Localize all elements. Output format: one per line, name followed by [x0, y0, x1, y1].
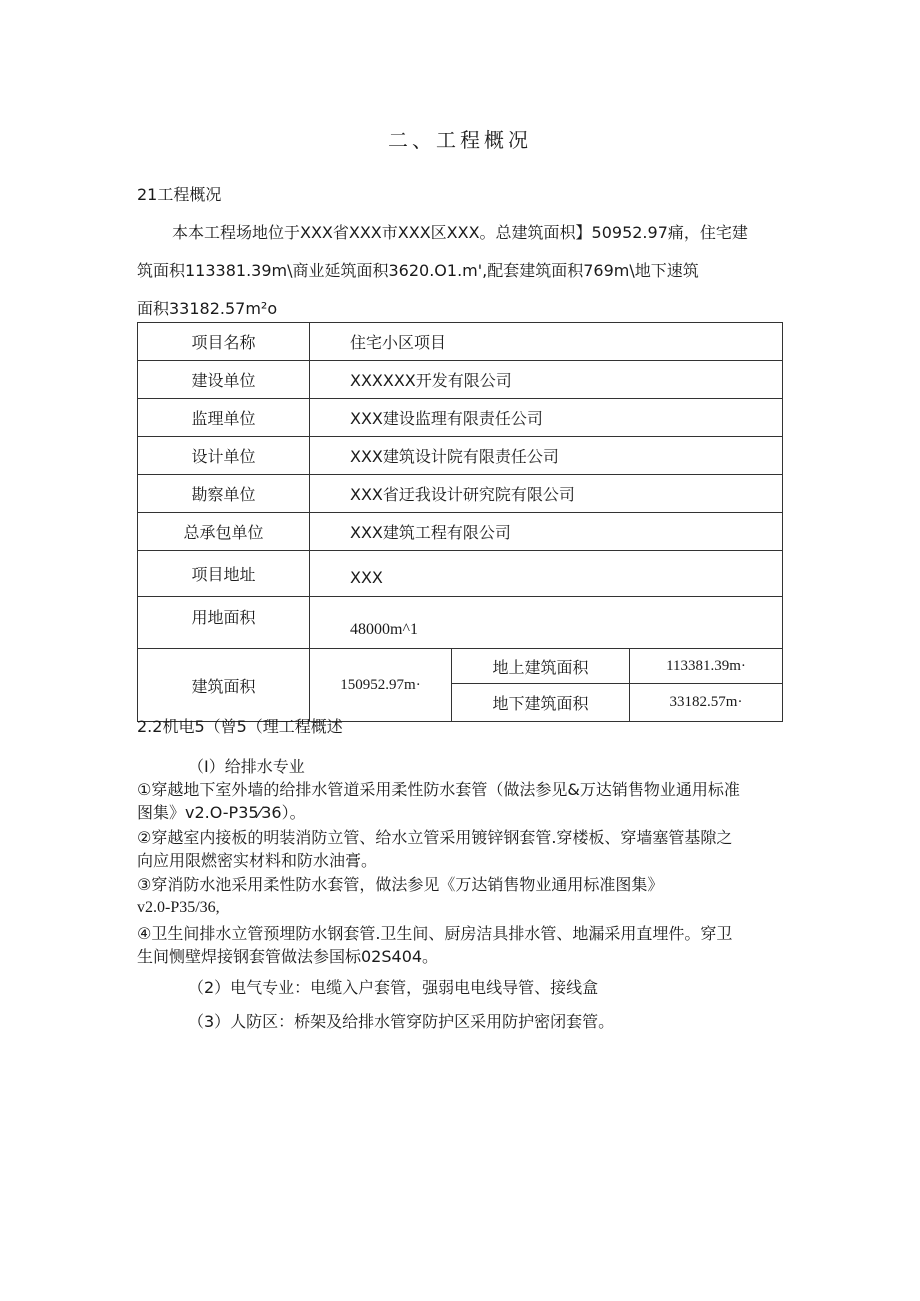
water-item-line: ④卫生间排水立管预埋防水钢套管.卫生间、厨房洁具排水管、地漏采用直埋件。穿卫 [137, 924, 733, 943]
table-row [138, 649, 783, 684]
water-item-line: 图集》v2.O-P35⁄36）。 [137, 803, 306, 822]
water-section-heading: （I）给排水专业 [188, 757, 305, 776]
below-ground-area-label: 地下建筑面积 [452, 684, 630, 722]
row-value: 住宅小区项目 [310, 323, 783, 361]
row-value: 48000m^1 [310, 597, 783, 649]
table-row [138, 513, 783, 551]
civil-defense-line: （3）人防区：桥架及给排水管穿防护区采用防护密闭套管。 [188, 1012, 615, 1031]
above-ground-area-value: 113381.39m· [630, 649, 783, 684]
table-row [138, 597, 783, 649]
table-row [138, 399, 783, 437]
row-label: 勘察单位 [138, 475, 310, 513]
project-info-table [137, 322, 783, 722]
table-row [138, 551, 783, 597]
water-item-line: v2.0-P35/36, [137, 899, 220, 916]
row-label: 设计单位 [138, 437, 310, 475]
row-value: XXX省迂我设计研究院有限公司 [310, 475, 783, 513]
row-value: XXXXXX开发有限公司 [310, 361, 783, 399]
above-ground-area-label: 地上建筑面积 [452, 649, 630, 684]
row-label: 项目地址 [138, 551, 310, 597]
table-row [138, 361, 783, 399]
overview-paragraph-line: 本本工程场地位于XXX省XXX市XXX区XXX。总建筑面枳】50952.97痛，住宅建 [172, 223, 748, 242]
table-row [138, 475, 783, 513]
table-row [138, 323, 783, 361]
electrical-line: （2）电气专业：电缆入户套管，强弱电电线导管、接线盒 [188, 978, 599, 997]
section-heading-2-1: 21工程概况 [137, 185, 222, 204]
row-label: 建筑面积 [138, 649, 310, 722]
row-label: 项目名称 [138, 323, 310, 361]
page-title: 二、工程概况 [388, 128, 532, 152]
water-item-line: ③穿消防水池采用柔性防水套管，做法参见《万达销售物业通用标准图集》 [137, 875, 664, 894]
row-value: XXX [310, 551, 783, 597]
water-item-line: ②穿越室内接板的明装消防立管、给水立管采用镀锌钢套管.穿楼板、穿墙塞管基隙之 [137, 828, 733, 847]
overview-paragraph-line: 面积33182.57m²o [137, 299, 278, 318]
water-item-line: 向应用限燃密实材料和防水油膏。 [137, 851, 378, 870]
below-ground-area-value: 33182.57m· [630, 684, 783, 722]
total-area-value: 150952.97m· [310, 649, 452, 722]
overview-paragraph-line: 筑面积113381.39m\商业延筑面积3620.O1.m',配套建筑面积769m\地下速筑 [137, 261, 699, 280]
row-value: XXX建筑设计院有限责任公司 [310, 437, 783, 475]
table-row [138, 437, 783, 475]
row-label: 建设单位 [138, 361, 310, 399]
section-heading-2-2: 2.2机电5（曾5（理工程概述 [137, 717, 343, 736]
row-label: 总承包单位 [138, 513, 310, 551]
row-label: 用地面积 [138, 597, 310, 649]
water-item-line: ①穿越地下室外墙的给排水管道采用柔性防水套管（做法参见&万达销售物业通用标准 [137, 780, 740, 799]
row-value: XXX建筑工程有限公司 [310, 513, 783, 551]
water-item-line: 生间恻壁焊接钢套管做法参国标02S404。 [137, 947, 439, 966]
row-label: 监理单位 [138, 399, 310, 437]
row-value: XXX建设监理有限责任公司 [310, 399, 783, 437]
